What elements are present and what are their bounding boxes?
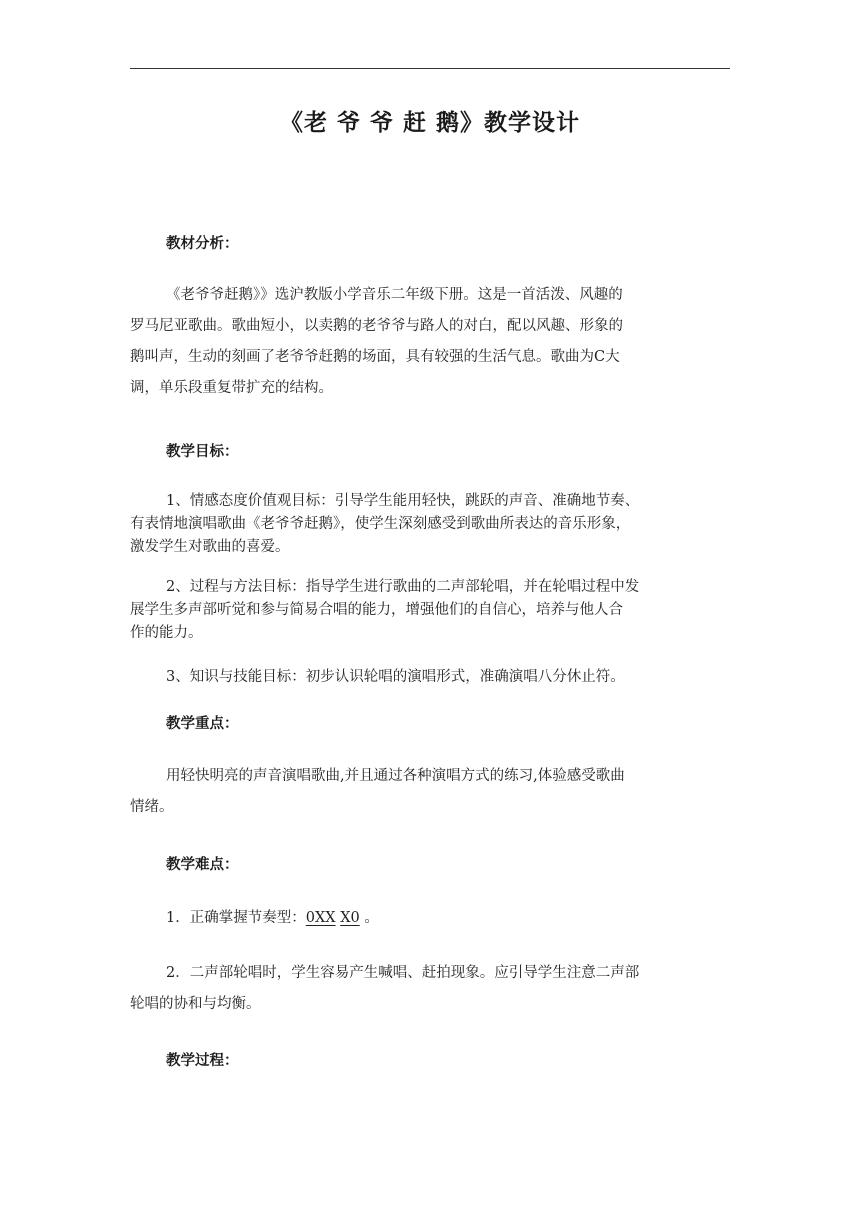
difficulty-prefix: 1．正确掌握节奏型：	[166, 910, 306, 926]
analysis-line: 鹅叫声，生动的刻画了老爷爷赶鹅的场面，具有较强的生活气息。歌曲为C大	[130, 349, 620, 365]
objective-item-3	[130, 666, 730, 689]
heading-difficulties: 教学难点：	[166, 857, 239, 873]
heading-key-points: 教学重点：	[166, 716, 239, 732]
objective-line: 1、情感态度价值观目标：引导学生能用轻快，跳跃的声音、准确地节奏、	[166, 493, 640, 509]
heading-teaching-objectives: 教学目标：	[166, 444, 239, 460]
difficulty-line: 轮唱的协和与均衡。	[130, 996, 261, 1012]
document-title: 《老 爷 爷 赶 鹅》教学设计	[279, 110, 581, 136]
analysis-line: 调，单乐段重复带扩充的结构。	[130, 380, 333, 396]
objective-item-2	[130, 576, 730, 645]
objective-line: 2、过程与方法目标：指导学生进行歌曲的二声部轮唱，并在轮唱过程中发	[166, 579, 640, 595]
objective-item-1	[130, 490, 730, 559]
key-points-line: 情绪。	[130, 799, 174, 815]
analysis-line: 罗马尼亚歌曲。歌曲短小，以卖鹅的老爷爷与路人的对白，配以风趣、形象的	[130, 318, 623, 334]
heading-teaching-process: 教学过程：	[166, 1053, 239, 1069]
paragraph-material-analysis	[130, 280, 730, 404]
paragraph-key-points	[130, 761, 730, 823]
objective-line: 3、知识与技能目标：初步认识轮唱的演唱形式，准确演唱八分休止符。	[166, 669, 625, 685]
objective-line: 作的能力。	[130, 625, 203, 641]
difficulty-suffix: 。	[364, 910, 379, 926]
rhythm-pattern-x0: X0	[340, 910, 360, 926]
header-rule	[130, 68, 730, 69]
heading-material-analysis: 教材分析：	[166, 236, 239, 252]
objective-line: 激发学生对歌曲的喜爱。	[130, 539, 290, 555]
difficulty-item-2	[130, 958, 730, 1020]
difficulty-item-1	[130, 904, 730, 932]
rhythm-pattern-0xx: 0XX	[305, 910, 336, 926]
key-points-line: 用轻快明亮的声音演唱歌曲,并且通过各种演唱方式的练习,体验感受歌曲	[166, 768, 625, 784]
objective-line: 展学生多声部听觉和参与简易合唱的能力，增强他们的自信心，培养与他人合	[130, 602, 623, 618]
difficulty-line	[130, 904, 730, 932]
objective-line: 有表情地演唱歌曲《老爷爷赶鹅》，使学生深刻感受到歌曲所表达的音乐形象，	[130, 516, 631, 532]
analysis-line: 《老爷爷赶鹅》》选沪教版小学音乐二年级下册。这是一首活泼、风趣的	[166, 287, 623, 303]
difficulty-line: 2．二声部轮唱时，学生容易产生喊唱、赶拍现象。应引导学生注意二声部	[166, 965, 640, 981]
